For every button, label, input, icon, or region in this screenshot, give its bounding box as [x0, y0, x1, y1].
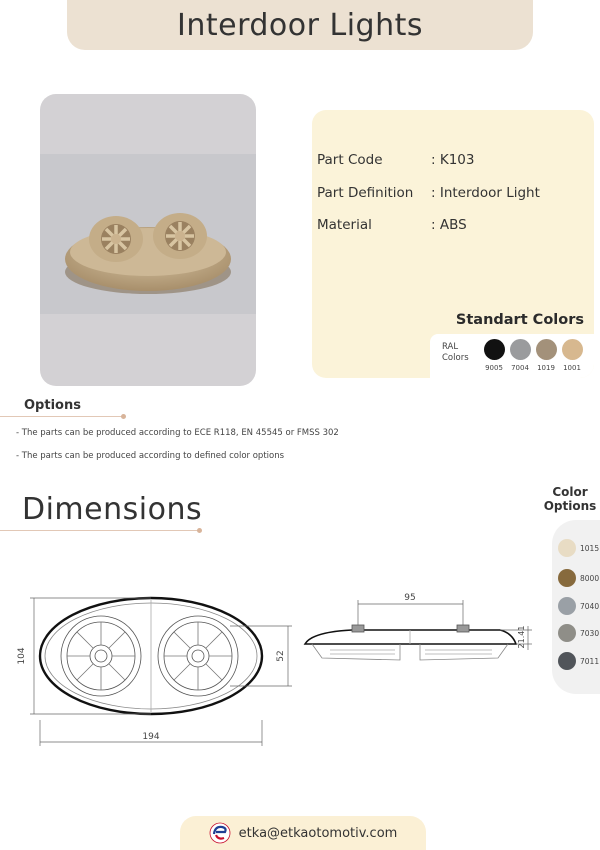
color-code: 7011 — [580, 657, 600, 666]
material-value: : ABS — [431, 217, 467, 233]
part-definition-label: Part Definition — [317, 185, 414, 201]
swatch-1019 — [536, 339, 557, 360]
part-code-label: Part Code — [317, 152, 383, 168]
part-code-value: : K103 — [431, 152, 475, 168]
option-item: - The parts can be produced according to defined color options — [16, 451, 285, 461]
page-title: Interdoor Lights — [176, 7, 423, 43]
swatch-7004 — [510, 339, 531, 360]
swatch-9005 — [484, 339, 505, 360]
color-code: 1015 — [580, 544, 600, 553]
dimension-width: 194 — [142, 732, 160, 742]
dimensions-heading: Dimensions — [22, 492, 203, 527]
color-code: 8000 — [580, 574, 600, 583]
swatch-code: 1001 — [563, 364, 581, 372]
product-photo — [40, 94, 256, 386]
ral-colors-label: RAL Colors — [442, 342, 469, 363]
dimension-side-width: 95 — [404, 593, 416, 603]
side-view-dimension-lines — [358, 600, 532, 650]
options-heading: Options — [24, 398, 81, 413]
standard-colors-title: Standart Colors — [455, 312, 584, 328]
dimensions-divider — [0, 530, 200, 531]
etka-logo-icon — [209, 822, 231, 844]
options-divider — [0, 416, 124, 417]
contact-footer — [180, 816, 426, 850]
side-view-drawing — [305, 625, 516, 660]
material-label: Material — [317, 217, 372, 233]
swatch-1001 — [562, 339, 583, 360]
part-definition-value: : Interdoor Light — [431, 185, 540, 201]
dimension-side-height: 21.41 — [517, 625, 526, 649]
color-swatch-1015 — [558, 539, 576, 557]
swatch-code: 9005 — [485, 364, 503, 372]
color-options-heading: Color Options — [543, 485, 597, 513]
interdoor-light-image — [40, 94, 256, 386]
dimension-height: 104 — [17, 647, 27, 665]
color-code: 7040 — [580, 602, 600, 611]
technical-drawings — [0, 570, 600, 760]
title-banner — [67, 0, 533, 50]
top-view-drawing — [40, 598, 262, 714]
swatch-code: 1019 — [537, 364, 555, 372]
swatch-code: 7004 — [511, 364, 529, 372]
option-item: - The parts can be produced according to ECE R118, EN 45545 or FMSS 302 — [16, 428, 339, 438]
color-code: 7030 — [580, 629, 600, 638]
contact-email-link[interactable]: etka@etkaotomotiv.com — [238, 825, 398, 841]
dimension-lens-height: 52 — [276, 650, 286, 662]
ral-colors-box — [430, 334, 594, 378]
part-info-card — [312, 110, 594, 378]
